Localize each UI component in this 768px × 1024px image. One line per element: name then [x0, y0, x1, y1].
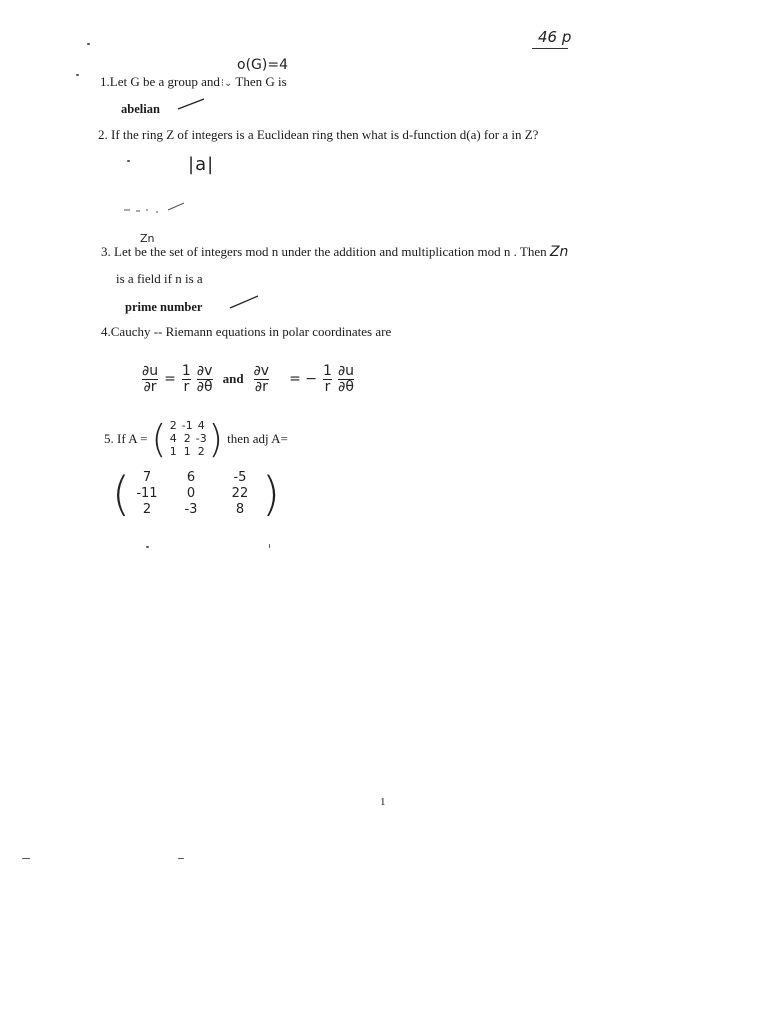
matrix-cell: 1	[183, 445, 191, 458]
q2-answer: |a|	[188, 154, 215, 175]
q3-question-line2: is a field if n is a	[116, 271, 203, 286]
q5-text-end: then adj A=	[227, 430, 288, 446]
q3-text-a: 3. Let	[101, 244, 132, 259]
scan-speck	[127, 160, 130, 162]
matrix-cell: -1	[181, 419, 193, 432]
q4-answer-equations	[142, 364, 354, 394]
header-underline	[532, 48, 568, 49]
matrix-adj: ( 7 6 -5 -11 0 22 2 -3 8 )	[112, 466, 280, 521]
q3-annotation: Zn	[140, 232, 155, 245]
matrix-cell: -11	[136, 486, 158, 501]
matrix-cell: 1	[169, 445, 177, 458]
matrix-adj-grid	[130, 470, 262, 517]
matrix-cell: -3	[184, 502, 198, 517]
and-word: and	[222, 371, 244, 387]
eq1-coef: $\frac{1}{r}$	[181, 363, 191, 395]
matrix-cell: -3	[195, 432, 207, 445]
eq1-equals: =	[164, 371, 176, 388]
q3-question-line1	[101, 244, 568, 260]
q2-tick-icon	[122, 200, 188, 216]
eq2-coef: $\frac{1}{r}$	[323, 363, 332, 395]
scan-speck	[22, 858, 30, 859]
q3-answer: prime number	[125, 300, 203, 314]
q5-text-start: 5. If A =	[104, 430, 148, 446]
q5-question	[104, 416, 288, 461]
scan-speck	[269, 544, 270, 548]
q1-annotation: o(G)=4	[237, 57, 288, 73]
q3-text-b: be the set of integers mod n under the addition and multiplication mod n . Then	[134, 244, 547, 259]
matrix-cell: 7	[142, 470, 152, 485]
matrix-cell: 22	[231, 486, 249, 501]
scan-speck	[178, 858, 184, 859]
matrix-a-grid	[166, 419, 208, 458]
matrix-a: ( 2 -1 4 4 2 -3 1 1 2 )	[151, 416, 224, 461]
matrix-cell: -5	[233, 470, 247, 485]
q1-answer: abelian	[121, 102, 160, 116]
eq2-equals: = −	[289, 371, 318, 388]
caret-mark: ⁝⌄	[220, 78, 233, 89]
q3-symbol: Zn	[549, 244, 569, 260]
matrix-cell: 2	[183, 432, 191, 445]
matrix-cell: 4	[197, 419, 205, 432]
eq1-rhs: $\frac{\partial v}{\partial\theta}$	[196, 363, 213, 395]
scan-speck	[146, 546, 149, 548]
q4-question: 4.Cauchy -- Riemann equations in polar coordinates are	[101, 324, 392, 339]
q1-text-end: Then G is	[235, 74, 287, 89]
header-handwritten-mark	[538, 28, 571, 46]
matrix-cell: 2	[142, 502, 152, 517]
matrix-cell: 4	[169, 432, 177, 445]
eq2-lhs: $\frac{\partial v}{\partial r}$	[253, 363, 270, 395]
matrix-cell: 8	[235, 502, 245, 517]
matrix-cell: 2	[197, 445, 205, 458]
scan-speck	[87, 43, 90, 45]
q3-tick-icon	[228, 294, 260, 310]
q1-tick-icon	[176, 97, 206, 111]
scan-speck	[76, 74, 79, 76]
header-mark-text: 46 p	[538, 28, 572, 46]
matrix-cell: 2	[169, 419, 177, 432]
matrix-cell: 6	[186, 470, 196, 485]
eq2-rhs: $\frac{\partial u}{\partial\theta}$	[337, 363, 355, 395]
matrix-cell: 0	[186, 486, 196, 501]
q1-text-start: 1.Let G be a group and	[100, 74, 220, 89]
q1-question	[100, 74, 287, 90]
page-number: 1	[380, 796, 386, 808]
eq1-lhs: $\frac{\partial u}{\partial r}$	[142, 363, 159, 395]
q2-question: 2. If the ring Z of integers is a Euclidean ring then what is d-function d(a) for a in Z?	[98, 127, 539, 142]
